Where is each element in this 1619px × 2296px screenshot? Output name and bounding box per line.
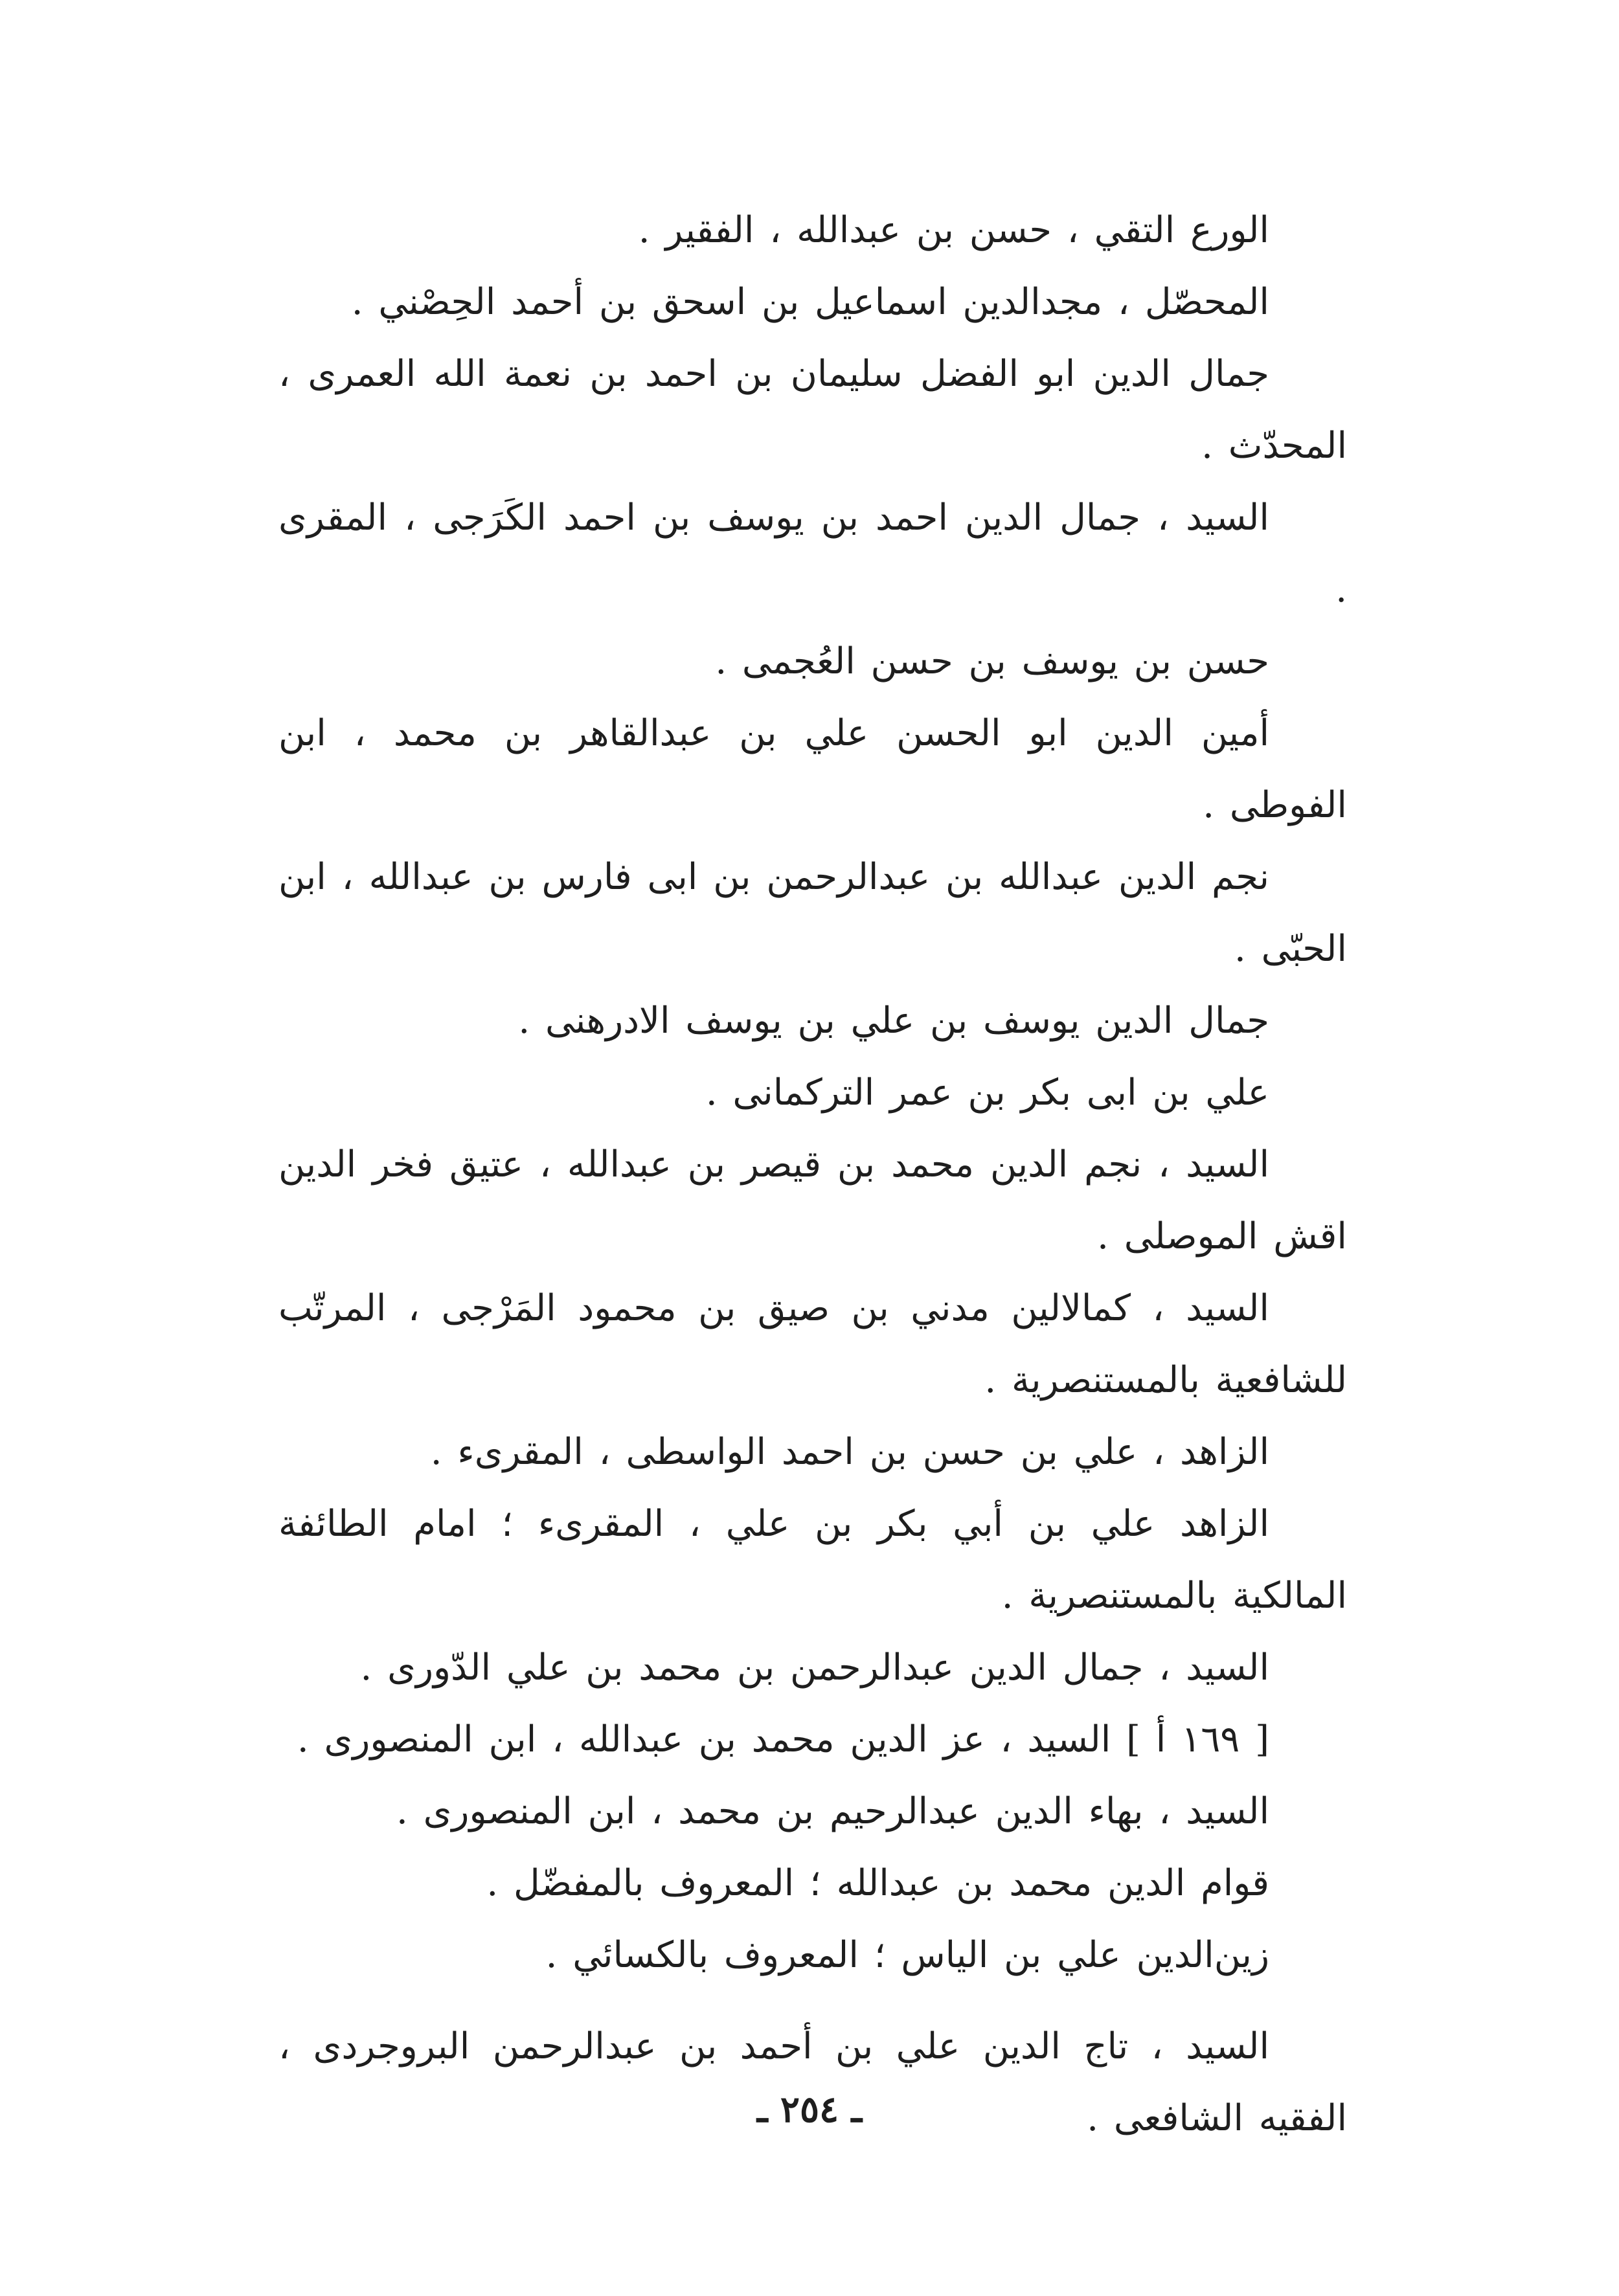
entry-10: السيد ، نجم الدين محمد بن قيصر بن عبدالله ، عتيق فخر الدين اقش الموصلى . — [278, 1143, 1347, 1257]
entry-18: زين‌الدين علي بن الياس ؛ المعروف بالكسائي . — [545, 1934, 1269, 1976]
entry-13: الزاهد علي بن أبي بكر بن علي ، المقرىء ؛ امام الطائفة المالكية بالمستنصرية . — [278, 1503, 1347, 1617]
entry-6: أمين الدين ابو الحسن علي بن عبدالقاهر بن محمد ، ابن الفوطى . — [278, 712, 1347, 826]
entry-9: علي بن ابى بكر بن عمر التركمانى . — [705, 1072, 1269, 1114]
entry-8: جمال الدين يوسف بن علي بن يوسف الادرهنى . — [518, 1000, 1269, 1042]
entry-7: نجم الدين عبدالله بن عبدالرحمن بن ابى فارس بن عبدالله ، ابن الحبّى . — [278, 856, 1347, 970]
entry-11: السيد ، كمالالين مدني بن صيق بن محمود المَرْجى ، المرتّب للشافعية بالمستنصرية . — [278, 1287, 1347, 1401]
entry-15: [ ١٦٩ أ ] السيد ، عز الدين محمد بن عبدالله ، ابن المنصورى . — [297, 1718, 1269, 1761]
entry-1: الورع التقي ، حسن بن عبدالله ، الفقير . — [638, 209, 1269, 251]
entry-5: حسن بن يوسف بن حسن العُجمى . — [715, 640, 1269, 682]
entry-3: جمال الدين ابو الفضل سليمان بن احمد بن نعمة الله العمرى ، المحدّث . — [278, 353, 1347, 467]
entry-16: السيد ، بهاء الدين عبدالرحيم بن محمد ، ابن المنصورى . — [396, 1790, 1269, 1832]
entry-14: السيد ، جمال الدين عبدالرحمن بن محمد بن علي الدّورى . — [360, 1647, 1269, 1689]
entry-17: قوام الدين محمد بن عبدالله ؛ المعروف بالمفضّل . — [486, 1862, 1269, 1904]
entry-2: المحصّل ، مجدالدين اسماعيل بن اسحق بن أحمد الحِصْني . — [351, 281, 1269, 323]
entry-19: السيد ، تاج الدين علي بن أحمد بن عبدالرحمن البروجردى ، الفقيه الشافعى . — [278, 2025, 1347, 2139]
page-number: ـ ٢٥٤ ـ — [756, 2088, 863, 2131]
entry-12: الزاهد ، علي بن حسن بن احمد الواسطى ، المقرىء . — [430, 1431, 1269, 1473]
entry-4: السيد ، جمال الدين احمد بن يوسف بن احمد الكَرَجى ، المقرى . — [278, 497, 1347, 611]
text-body — [278, 194, 1347, 2154]
